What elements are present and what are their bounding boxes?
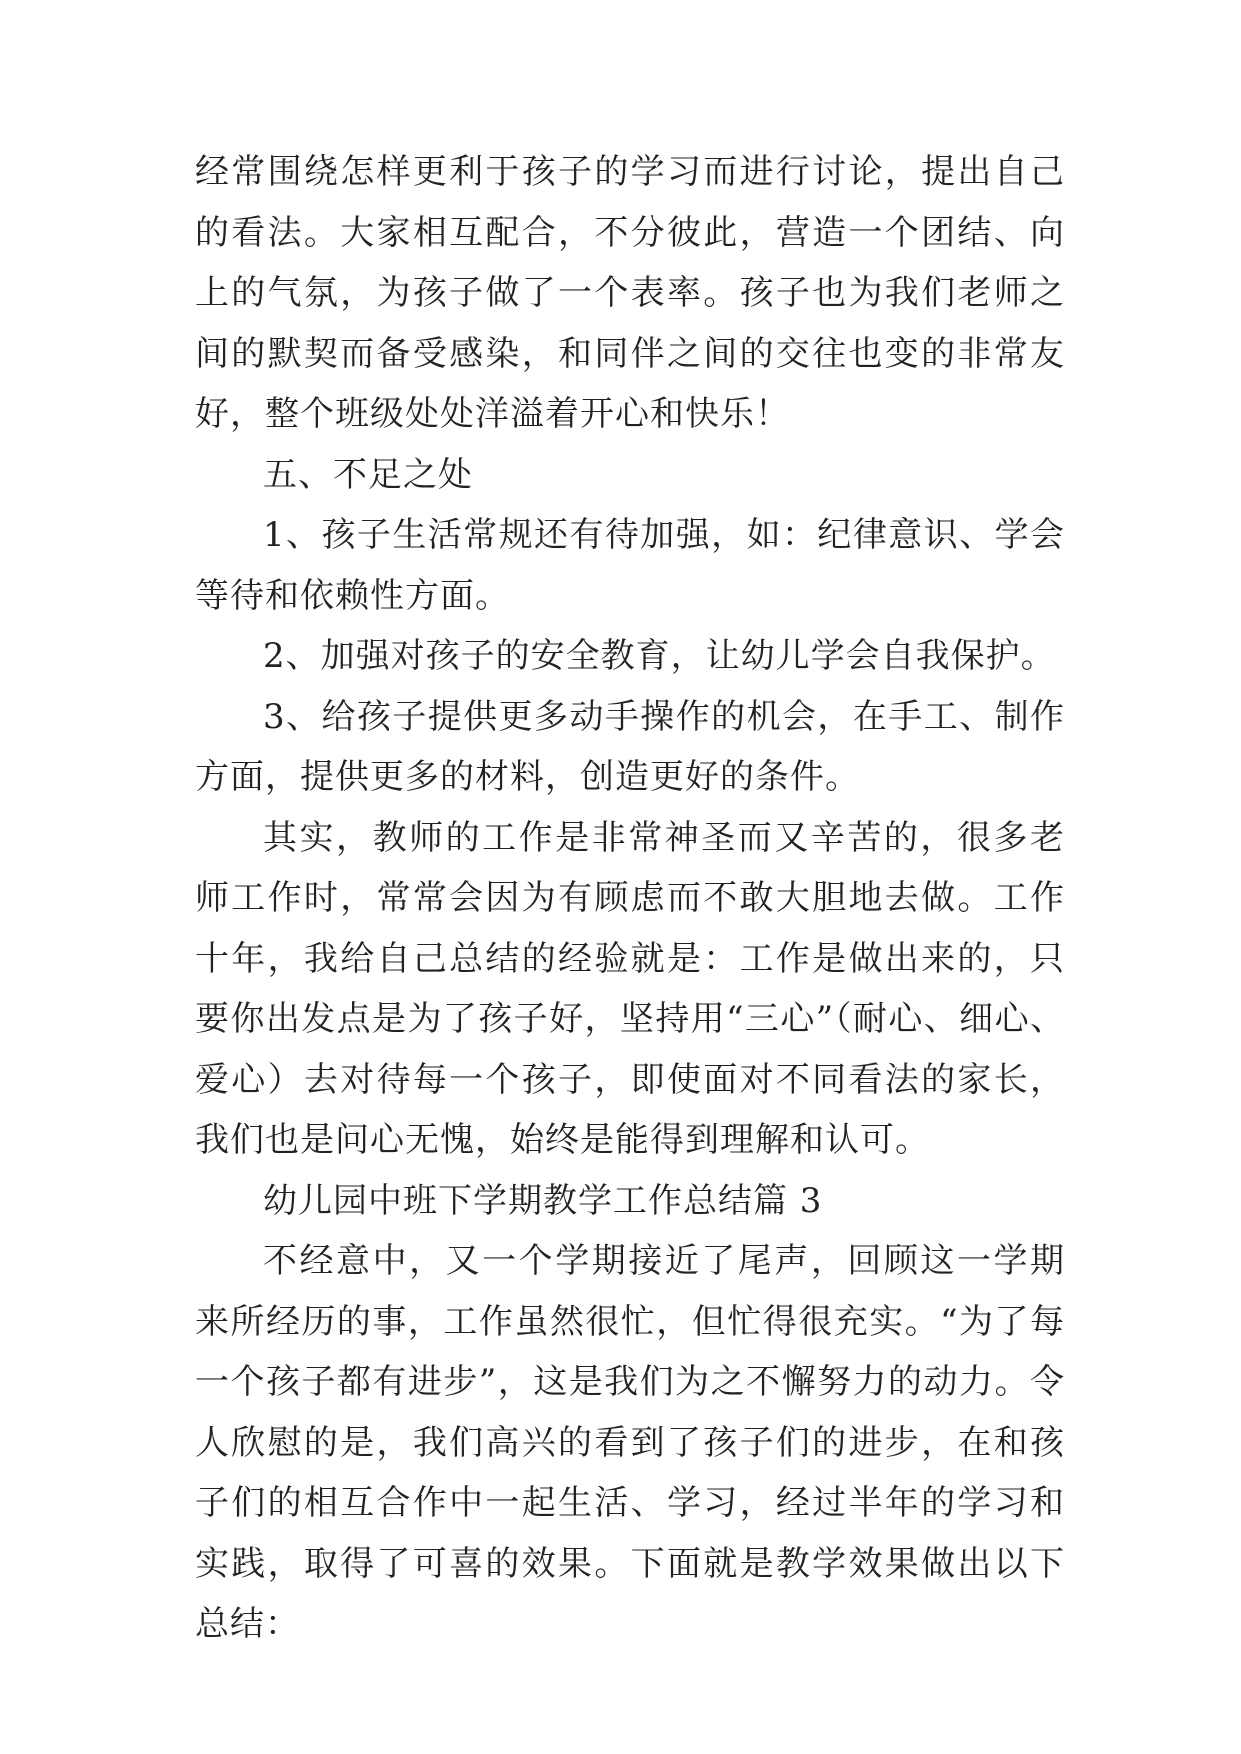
paragraph-reflection: 其实，教师的工作是非常神圣而又辛苦的，很多老师工作时，常常会因为有顾虑而不敢大胆地去做。工作十年，我给自己总结的经验就是：工作是做出来的，只要你出发点是为了孩子好，坚持用“三心”（耐心、细心、爱心）去对待每一个孩子，即使面对不同看法的家长，我们也是问心无愧，始终是能得到理解和认可。: [195, 817, 1065, 1160]
list-item-1: 1、孩子生活常规还有待加强，如：纪律意识、学会等待和依赖性方面。: [195, 515, 1065, 616]
article-title-part-3: 幼儿园中班下学期教学工作总结篇 3: [263, 1180, 823, 1221]
list-item-2: 2、加强对孩子的安全教育，让幼儿学会自我保护。: [263, 636, 1056, 676]
section-heading-shortcomings: 五、不足之处: [263, 454, 473, 495]
document-body: [195, 142, 1065, 1655]
paragraph-intro-part-3: 不经意中，又一个学期接近了尾声，回顾这一学期来所经历的事，工作虽然很忙，但忙得很充实。“为了每一个孩子都有进步”，这是我们为之不懈努力的动力。令人欣慰的是，我们高兴的看到了孩子们的进步，在和孩子们的相互合作中一起生活、学习，经过半年的学习和实践，取得了可喜的效果。下面就是教学效果做出以下总结：: [195, 1241, 1065, 1644]
list-item-3: 3、给孩子提供更多动手操作的机会，在手工、制作方面，提供更多的材料，创造更好的条件。: [195, 696, 1065, 797]
paragraph-continuation: 经常围绕怎样更利于孩子的学习而进行讨论，提出自己的看法。大家相互配合，不分彼此，营造一个团结、向上的气氛，为孩子做了一个表率。孩子也为我们老师之间的默契而备受感染，和同伴之间的交往也变的非常友好，整个班级处处洋溢着开心和快乐！: [195, 152, 1065, 434]
